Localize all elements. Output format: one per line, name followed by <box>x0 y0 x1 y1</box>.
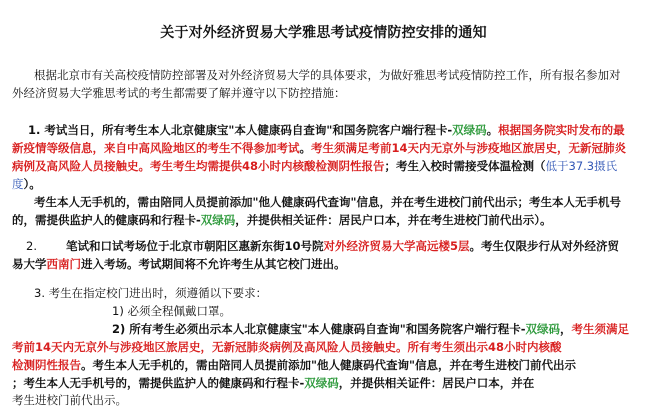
item3-sub-2 <box>112 320 629 338</box>
item2-line-1 <box>66 237 619 255</box>
item2-number: 2. <box>26 239 37 253</box>
item1-temp-unit: 度 <box>12 177 24 191</box>
item3-line-5: 考生进校门前代出示。 <box>12 393 127 407</box>
item2-gate-text: 进入考场。考试期间将不允许考生从其它校门进出。 <box>81 257 346 271</box>
item3-green-code-2: 双绿码 <box>304 376 339 390</box>
item3-red-text: 考生须满足 <box>571 322 630 336</box>
item3-docs-text: ，并提供相关证件：居民户口本，并在 <box>338 376 535 390</box>
item1-green-code-2: 双绿码 <box>200 213 236 227</box>
item1-period: 。 <box>486 123 499 137</box>
intro-line-2: 外经济贸易大学雅思考试的考生都需要了解并遵守以下防控措施： <box>12 86 346 100</box>
page-title: 关于对外经济贸易大学雅思考试疫情防控安排的通知 <box>160 25 487 41</box>
item1-line-3 <box>12 157 617 175</box>
item3-green-code: 双绿码 <box>525 322 561 336</box>
item3-sub2-text: 2) 所有考生必须出示本人北京健康宝"本人健康码自查询"和国务院客户端行程卡- <box>112 322 526 336</box>
item1-no-phone-text: 考生本人无手机的，需由陪同人员提前添加"他人健康码代查询"信息，并在考生进校门前代出示；考生本人无手机号 <box>34 195 621 209</box>
item1-line-1 <box>28 121 625 139</box>
item2-prefix: 易大学 <box>12 257 47 271</box>
item1-temp-text: ；考生入校时需接受体温检测（ <box>384 159 546 173</box>
item3-comma: ， <box>560 322 572 336</box>
item1-red-text-3: 考生须满足考前14天内无京外与涉疫地区旅居史，无新冠肺炎 <box>311 141 627 155</box>
item3-sub-1: 1) 必须全程佩戴口罩。 <box>112 304 231 318</box>
item2-line-2 <box>12 255 346 273</box>
item1-temp-threshold: 低于37.3摄氏 <box>545 159 618 173</box>
item1-line-5 <box>34 193 621 211</box>
item1-close-paren: ）。 <box>23 177 41 191</box>
item1-period-2: 。 <box>299 141 311 155</box>
item1-line-2 <box>12 139 626 157</box>
item3-line-3 <box>12 356 576 374</box>
item1-red-text-2: 新疫情等级信息，来自中高风险地区的考生不得参加考试 <box>12 141 300 155</box>
item1-guardian-text: 的，需提供监护人的健康码和行程卡- <box>12 213 201 227</box>
item1-green-code: 双绿码 <box>452 123 487 137</box>
item3-red-text-2: 考前14天内无京外与涉疫地区旅居史，无新冠肺炎病例及高风险人员接触史。所有考生须出示48小时内核酸 <box>12 340 562 354</box>
item2-location-text: 笔试和口试考场位于北京市朝阳区惠新东街10号院 <box>66 239 324 253</box>
item3-line-4 <box>12 374 534 392</box>
item3-heading: 3. 考生在指定校门进出时，须遵循以下要求： <box>34 286 268 300</box>
item1-red-text: 根据国务院实时发布的最 <box>498 123 625 137</box>
intro-line-1: 根据北京市有关高校疫情防控部署及对外经济贸易大学的具体要求，为做好雅思考试疫情防控工作，所有报名参加对 <box>34 68 621 82</box>
item3-no-phone-text: 。考生本人无手机的，需由陪同人员提前添加"他人健康码代查询"信息，并在考生进校门前代出示 <box>81 358 576 372</box>
item1-docs-text: ，并提供相关证件：居民户口本，并在考生进校门前代出示）。 <box>235 213 552 227</box>
item2-gate: 西南门 <box>46 257 81 271</box>
item3-line-2 <box>12 338 562 356</box>
item2-building: 对外经济贸易大学高远楼5层 <box>323 239 470 253</box>
item1-text: 1. 考试当日，所有考生本人北京健康宝"本人健康码自查询"和国务院客户端行程卡- <box>28 123 453 137</box>
item2-walk-text: 。考生仅限步行从对外经济贸 <box>469 239 620 253</box>
item3-guardian-text: ；考生本人无手机号的，需提供监护人的健康码和行程卡- <box>12 376 305 390</box>
item1-line-4 <box>12 175 41 193</box>
item3-red-text-3: 检测阴性报告 <box>12 358 81 372</box>
item1-line-6 <box>12 211 552 229</box>
item1-red-text-4: 病例及高风险人员接触史。考生考生均需提供48小时内核酸检测阴性报告 <box>12 159 385 173</box>
